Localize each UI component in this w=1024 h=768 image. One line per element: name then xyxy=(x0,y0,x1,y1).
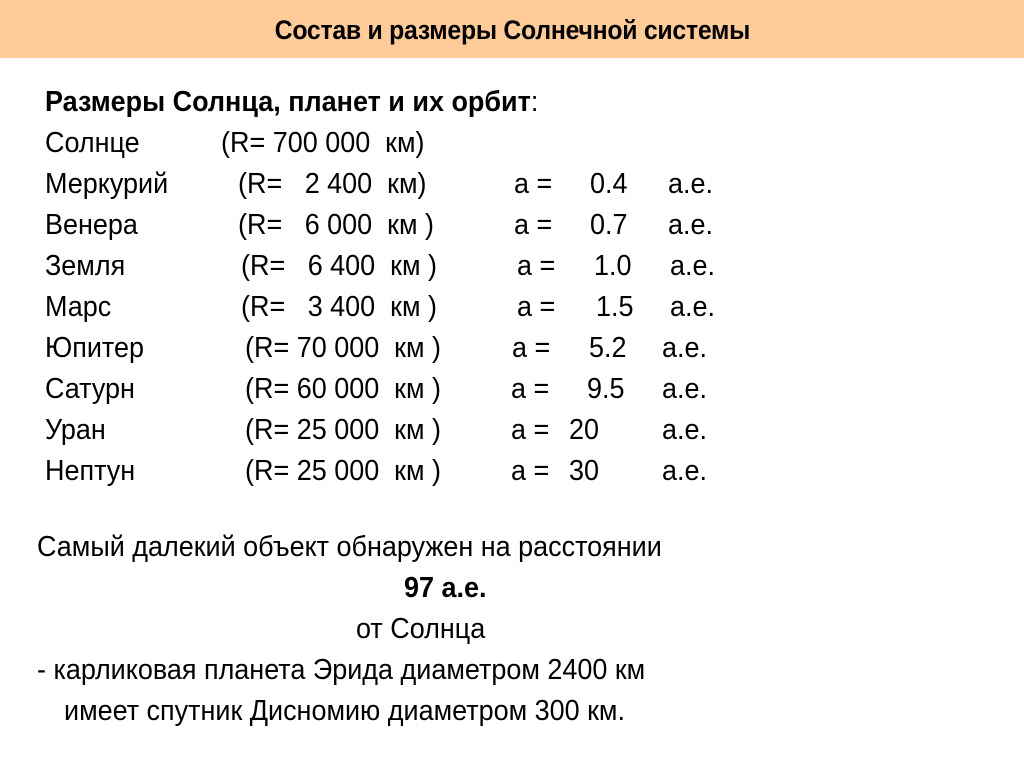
orbit-label: a = xyxy=(512,332,551,364)
body-radius: (R= 70 000 км ) xyxy=(245,332,441,364)
orbit-label: a = xyxy=(511,373,550,405)
orbit-unit: а.е. xyxy=(668,168,713,200)
section-title xyxy=(45,86,538,119)
body-radius: (R= 60 000 км ) xyxy=(245,373,441,405)
body-name: Земля xyxy=(45,250,126,282)
body-radius: (R= 25 000 км ) xyxy=(245,455,441,487)
orbit-label: a = xyxy=(517,250,556,282)
note-line-4: - карликовая планета Эрида диаметром 2400 км xyxy=(37,654,646,686)
orbit-unit: а.е. xyxy=(662,373,707,405)
orbit-unit: а.е. xyxy=(662,332,707,364)
body-name: Юпитер xyxy=(45,332,144,364)
body-name: Уран xyxy=(45,414,106,446)
orbit-label: a = xyxy=(514,168,553,200)
orbit-value: 0.7 xyxy=(590,209,628,241)
body-radius: (R= 700 000 км) xyxy=(221,127,425,159)
orbit-label: a = xyxy=(511,414,550,446)
section-title-colon: : xyxy=(530,86,539,118)
orbit-unit: а.е. xyxy=(670,250,715,282)
orbit-value: 30 xyxy=(569,455,600,487)
body-radius: (R= 6 400 км ) xyxy=(241,250,437,282)
page-title: Состав и размеры Солнечной системы xyxy=(274,14,750,45)
body-name: Нептун xyxy=(45,455,136,487)
body-radius: (R= 6 000 км ) xyxy=(238,209,434,241)
orbit-unit: а.е. xyxy=(662,455,707,487)
body-radius: (R= 3 400 км ) xyxy=(241,291,437,323)
note-line-3: от Солнца xyxy=(356,613,486,645)
body-radius: (R= 25 000 км ) xyxy=(245,414,441,446)
orbit-unit: а.е. xyxy=(668,209,713,241)
orbit-value: 1.0 xyxy=(594,250,632,282)
body-name: Солнце xyxy=(45,127,140,159)
note-line-1: Самый далекий объект обнаружен на расстоянии xyxy=(37,531,662,563)
orbit-label: a = xyxy=(514,209,553,241)
body-name: Сатурн xyxy=(45,373,135,405)
orbit-value: 1.5 xyxy=(596,291,634,323)
body-name: Венера xyxy=(45,209,138,241)
orbit-value: 9.5 xyxy=(587,373,625,405)
orbit-unit: а.е. xyxy=(670,291,715,323)
body-name: Марс xyxy=(45,291,112,323)
orbit-value: 20 xyxy=(569,414,600,446)
body-name: Меркурий xyxy=(45,168,169,200)
orbit-value: 0.4 xyxy=(590,168,628,200)
section-title-text: Размеры Солнца, планет и их орбит xyxy=(45,86,531,118)
header-bar xyxy=(0,0,1024,58)
orbit-label: a = xyxy=(511,455,550,487)
body-radius: (R= 2 400 км) xyxy=(238,168,427,200)
note-line-5: имеет спутник Дисномию диаметром 300 км. xyxy=(64,695,625,727)
orbit-unit: а.е. xyxy=(662,414,707,446)
note-distance: 97 а.е. xyxy=(404,572,487,604)
orbit-value: 5.2 xyxy=(589,332,627,364)
orbit-label: a = xyxy=(517,291,556,323)
